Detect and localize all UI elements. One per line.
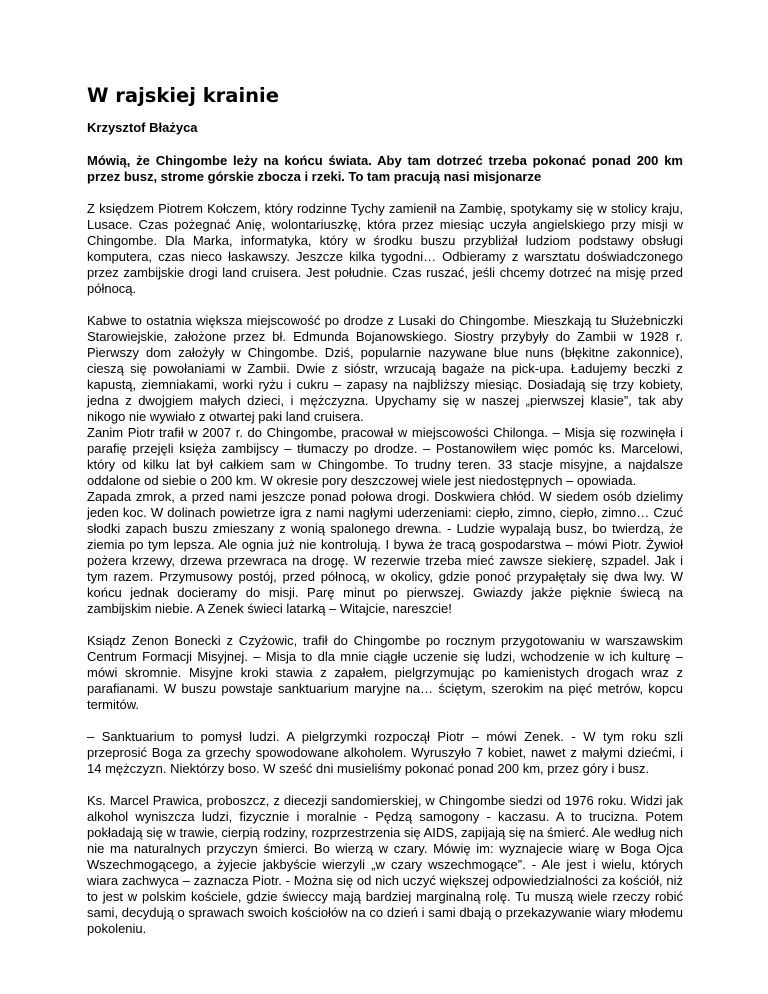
paragraph: Zapada zmrok, a przed nami jeszcze ponad połowa drogi. Doskwiera chłód. W siedem osób dzielimy jeden koc. W dolinach powietrze igra z nami nagłymi uderzeniami: ciepło, zimno, ciepło, zimno… Czuć słodki zapach buszu zmieszany z wonią spalonego drewna. - Ludzie wypalają busz, bo twierdzą, że ziemia po tym lepsza. Ale ognia już nie kontrolują. I bywa że tracą gospodarstwa – mówi Piotr. Żywioł pożera krzewy, drzewa przewraca na drogę. W rezerwie trzeba mieć zawsze siekierę, szpadel. Jak i tym razem. Przymusowy postój, przed północą, w okolicy, gdzie ponoć przypałętały się dwa lwy. W końcu jednak docieramy do misji. Parę minut po pierwszej. Gwiazdy jakże pięknie świecą na zambijskim niebie. A Zenek świeci latarką – Witajcie, nareszcie! bbox=[87, 489, 683, 616]
paragraph: Kabwe to ostatnia większa miejscowość po drodze z Lusaki do Chingombe. Mieszkają tu Służebniczki Starowiejskie, założone przez bł. Edmunda Bojanowskiego. Siostry przybyły do Zambii w 1928 r. Pierwszy dom założyły w Chingombe. Dziś, popularnie nazywane blue nuns (błękitne zakonnice), cieszą się powołaniami w Zambii. Dwie z sióstr, wrzucają bagaże na pick-upa. Ładujemy beczki z kapustą, ziemniakami, worki ryżu i cukru – zapasy na najbliższy miesiąc. Dosiadają się trzy kobiety, jedna z dwojgiem małych dzieci, i mężczyzna. Upychamy się w naszej „pierwszej klasie”, tak aby nikogo nie wywiało z otwartej paki land cruisera. bbox=[87, 313, 683, 424]
article-title: W rajskiej krainie bbox=[87, 84, 279, 107]
article-lead: Mówią, że Chingombe leży na końcu świata. Aby tam dotrzeć trzeba pokonać ponad 200 km przez busz, strome górskie zbocza i rzeki. To tam pracują nasi misjonarze bbox=[87, 153, 683, 184]
paragraph: Zanim Piotr trafił w 2007 r. do Chingombe, pracował w miejscowości Chilonga. – Misja się rozwinęła i parafię przejęli księża zambijscy – tłumaczy po drodze. – Postanowiłem więc pomóc ks. Marcelowi, który od kilku lat był całkiem sam w Chingombe. To trudny teren. 33 stacje misyjne, a najdalsze oddalone od siebie o 200 km. W okresie pory deszczowej wiele jest niedostępnych – opowiada. bbox=[87, 425, 683, 488]
paragraph: Z księdzem Piotrem Kołczem, który rodzinne Tychy zamienił na Zambię, spotykamy się w stolicy kraju, Lusace. Czas pożegnać Anię, wolontariuszkę, która przez miesiąc uczyła angielskiego przy misji w Chingombe. Dla Marka, informatyka, który w środku buszu przybliżał ludziom podstawy obsługi komputera, czas nieco łaskawszy. Jeszcze kilka tygodni… Odbieramy z warsztatu doświadczonego przez zambijskie drogi land cruisera. Jest południe. Czas ruszać, jeśli chcemy dotrzeć na misję przed północą. bbox=[87, 201, 683, 296]
article-author: Krzysztof Błażyca bbox=[87, 120, 198, 135]
paragraph: Ksiądz Zenon Bonecki z Czyżowic, trafił do Chingombe po rocznym przygotowaniu w warszawskim Centrum Formacji Misyjnej. – Misja to dla mnie ciągłe uczenie się ludzi, wchodzenie w ich kulturę – mówi skromnie. Misyjne kroki stawia z zapałem, pielgrzymując po kamienistych drogach wraz z parafianami. W buszu powstaje sanktuarium maryjne na… ściętym, szerokim na pięć metrów, kopcu termitów. bbox=[87, 633, 683, 712]
document-page bbox=[87, 84, 683, 937]
paragraph: Ks. Marcel Prawica, proboszcz, z diecezji sandomierskiej, w Chingombe siedzi od 1976 roku. Widzi jak alkohol wyniszcza ludzi, fizycznie i moralnie - Pędzą samogony - kaczasu. A to trucizna. Potem pokładają się w trawie, cierpią rodziny, rozprzestrzenia się AIDS, zapijają się na śmierć. Ale według nich nie ma naturalnych przyczyn śmierci. Bo wierzą w czary. Mówię im: wyznajecie wiarę w Boga Ojca Wszechmogącego, a żyjecie jakbyście wierzyli „w czary wszechmogące”. - Ale jest i wielu, których wiara zachwyca – zaznacza Piotr. - Można się od nich uczyć większej odpowiedzialności za kościół, niż to jest w polskim kościele, gdzie świeccy mają bardziej marginalną rolę. Tu muszą wiele rzeczy robić sami, decydują o sprawach swoich kościołów na co dzień i sami dbają o przekazywanie wiary młodemu pokoleniu. bbox=[87, 793, 683, 936]
paragraph: – Sanktuarium to pomysł ludzi. A pielgrzymki rozpoczął Piotr – mówi Zenek. - W tym roku szli przeprosić Boga za grzechy spowodowane alkoholem. Wyruszyło 7 kobiet, nawet z małymi dziećmi, i 14 mężczyzn. Niektórzy boso. W sześć dni musieliśmy pokonać ponad 200 km, przez góry i busz. bbox=[87, 729, 683, 776]
